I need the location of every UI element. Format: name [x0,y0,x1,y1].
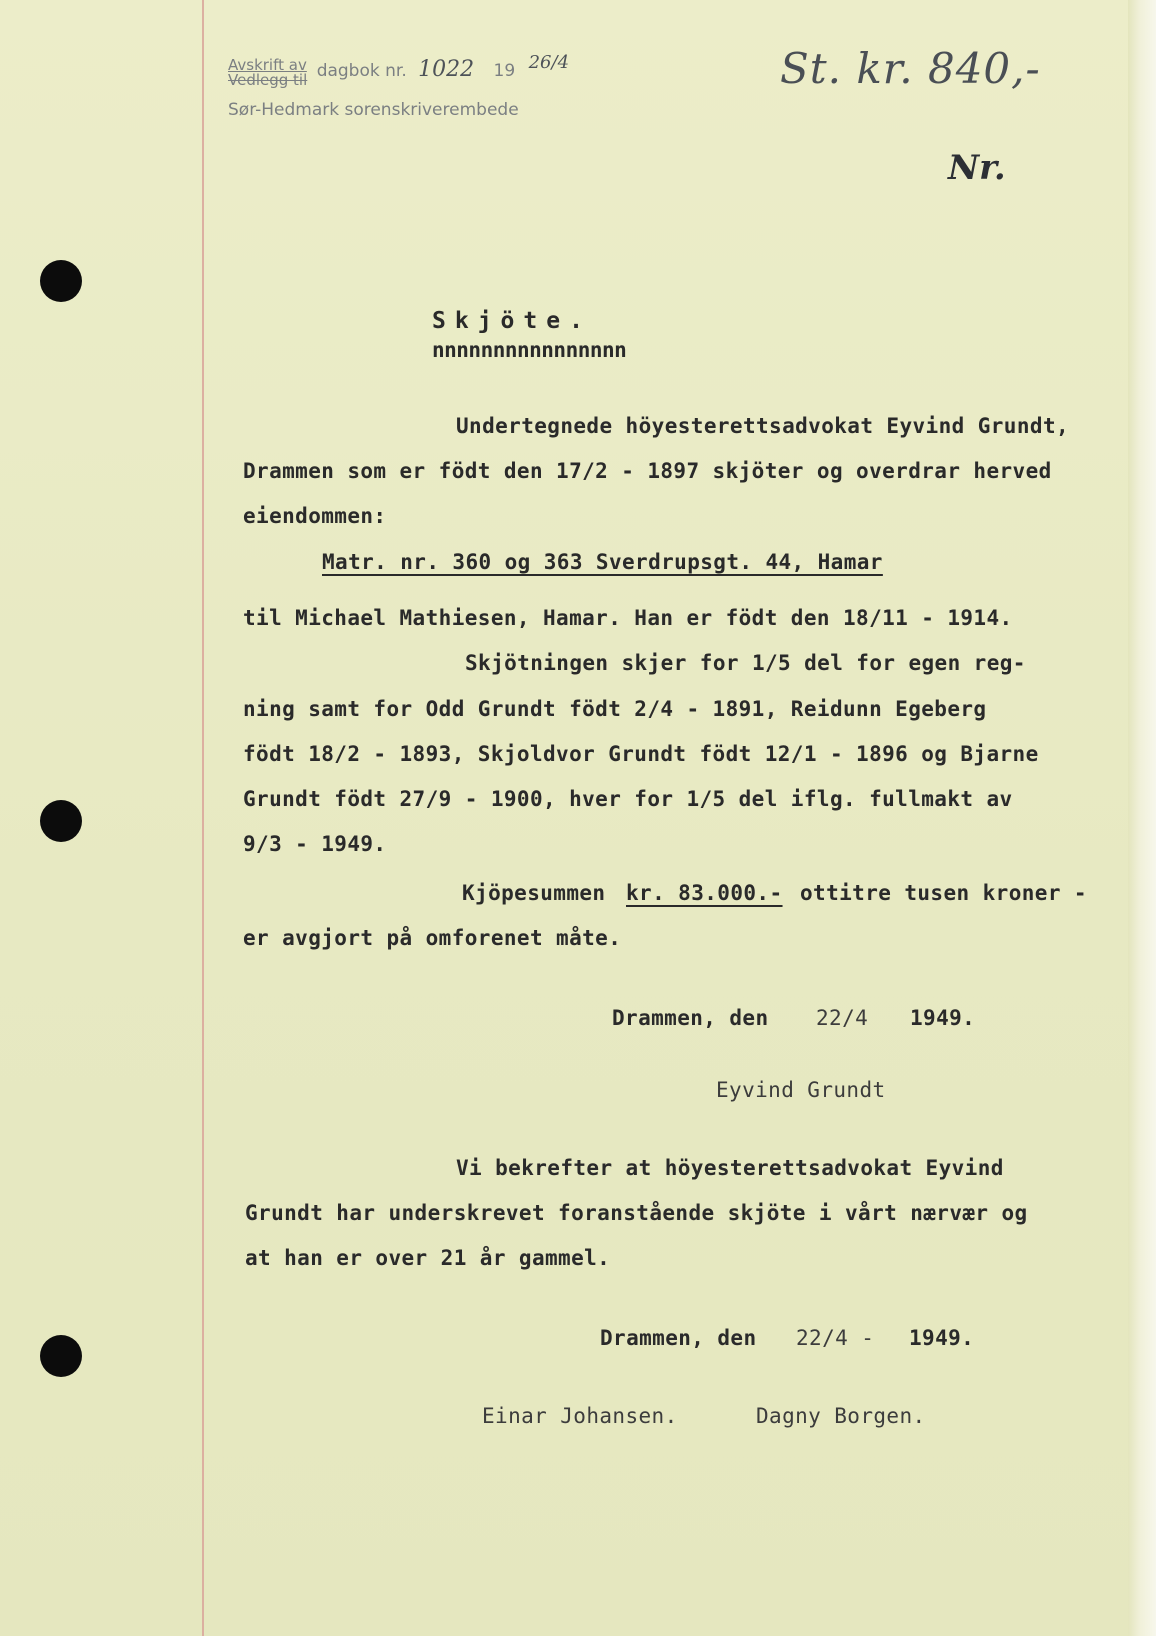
witness-line: Vi bekrefter at höyesterettsadvokat Eyvind [456,1156,1004,1180]
title-underline: nnnnnnnnnnnnnnnn [432,338,627,362]
witness-line: Grundt har underskrevet foranstående skjöte i vårt nærvær og [245,1201,1028,1225]
punch-hole [40,800,82,842]
deed-line: ning samt for Odd Grundt födt 2/4 - 1891, Reidunn Egeberg [243,697,987,721]
margin-rule [202,0,204,1636]
punch-hole [40,260,82,302]
stamp-year-prefix: 19 [493,61,516,81]
deed-line: eiendommen: [243,504,387,528]
witness-line: at han er over 21 år gammel. [245,1246,611,1270]
stamp-copy-label: Avskrift av [228,56,307,74]
witness-signature: Einar Johansen. [482,1404,678,1428]
seller-signature: Eyvind Grundt [716,1078,886,1102]
signing-year: 1949. [910,1006,976,1030]
deed-line: Undertegnede höyesterettsadvokat Eyvind Grundt, [456,414,1070,438]
nr-mark: Nr. [948,148,1006,188]
registry-stamp [228,52,570,122]
deed-line: er avgjort på omforenet måte. [243,926,622,950]
property-reference: Matr. nr. 360 og 363 Sverdrupsgt. 44, Hamar [322,550,883,574]
purchase-sum-label: Kjöpesummen [462,881,606,905]
stamp-office: Sør-Hedmark sorenskriverembede [228,100,519,120]
signing-date: 22/4 [816,1006,869,1030]
purchase-sum-words: ottitre tusen kroner - [800,881,1087,905]
deed-title: Skjöte. [432,308,592,334]
place-date: Drammen, den [600,1326,757,1350]
stamp-dagbok-label: dagbok nr. [316,61,407,81]
stamp-date: 26/4 [528,52,570,73]
deed-line: 9/3 - 1949. [243,832,387,856]
deed-line: Drammen som er födt den 17/2 - 1897 skjöter og overdrar herved [243,459,1052,483]
deed-line: Skjötningen skjer for 1/5 del for egen reg- [465,651,1026,675]
deed-line: Grundt födt 27/9 - 1900, hver for 1/5 del iflg. fullmakt av [243,787,1013,811]
stamp-journal-number: 1022 [418,57,475,82]
punch-hole [40,1335,82,1377]
purchase-sum-amount: kr. 83.000.- [626,881,783,905]
page-edge [1128,0,1156,1636]
witness-year: 1949. [909,1326,975,1350]
deed-line: til Michael Mathiesen, Hamar. Han er födt den 18/11 - 1914. [243,606,1013,630]
deed-line: födt 18/2 - 1893, Skjoldvor Grundt födt 12/1 - 1896 og Bjarne [243,742,1039,766]
place-date: Drammen, den [612,1006,769,1030]
stamp-attachment-label: Vedlegg til [228,71,308,89]
witness-date: 22/4 - [796,1326,875,1350]
witness-signature: Dagny Borgen. [756,1404,926,1428]
fee-note: St. kr. 840,- [780,44,1041,93]
